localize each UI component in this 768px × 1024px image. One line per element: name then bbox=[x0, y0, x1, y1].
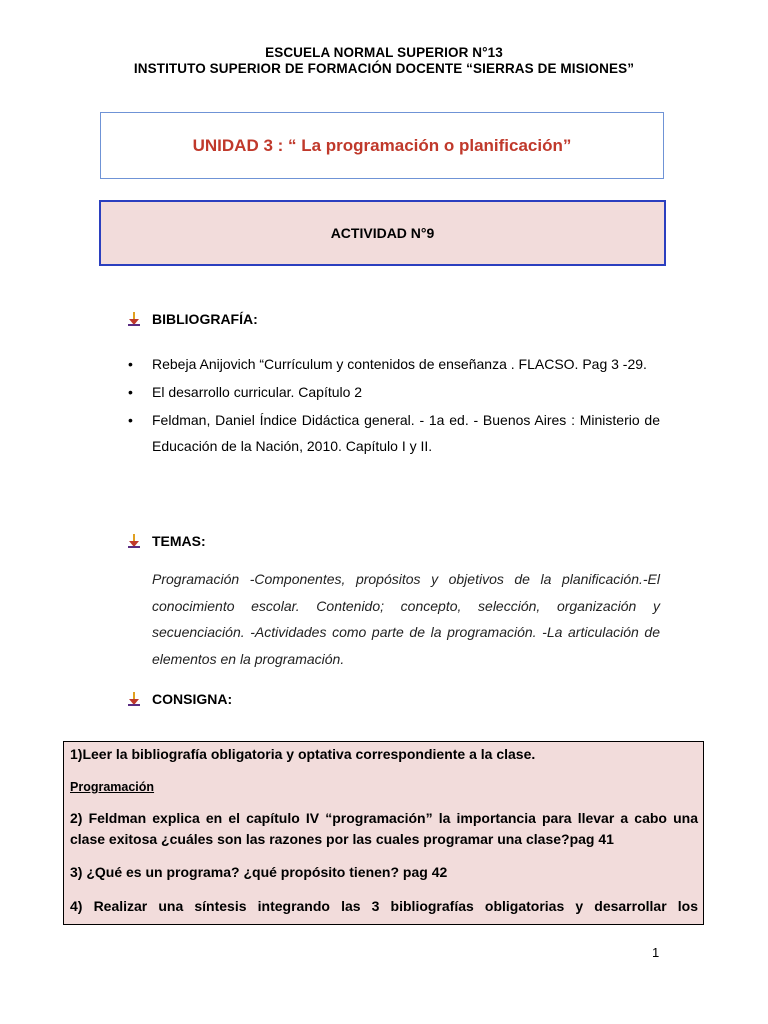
bibliografia-heading-label: BIBLIOGRAFÍA: bbox=[152, 311, 258, 327]
actividad-title: ACTIVIDAD N°9 bbox=[330, 225, 435, 241]
list-item bbox=[124, 351, 660, 377]
school-name: ESCUELA NORMAL SUPERIOR N°13 bbox=[265, 45, 503, 60]
consigna-subheading: Programación bbox=[70, 780, 155, 794]
consigna-heading bbox=[128, 691, 232, 707]
list-item bbox=[124, 379, 660, 405]
unidad-box bbox=[100, 112, 664, 179]
page-number: 1 bbox=[652, 945, 660, 960]
consigna-item-2: 2) Feldman explica en el capítulo IV “programación” la importancia para llevar a cabo una clase exitosa ¿cuáles son las razones por las cuales programar una clase?pag 41 bbox=[70, 810, 698, 847]
consigna-box bbox=[63, 741, 704, 925]
arrow-down-icon bbox=[128, 312, 140, 326]
temas-heading-label: TEMAS: bbox=[152, 533, 206, 549]
bibliografia-item-2: El desarrollo curricular. Capítulo 2 bbox=[152, 384, 363, 400]
consigna-item-3: 3) ¿Qué es un programa? ¿qué propósito tienen? pag 42 bbox=[70, 864, 448, 880]
arrow-down-icon bbox=[128, 692, 140, 706]
bibliografia-list bbox=[124, 351, 660, 459]
temas-text: Programación -Componentes, propósitos y objetivos de la planificación.-El conocimiento escolar. Contenido; concepto, selección, organización y secuenciación. -Actividades como parte de la programación. -La articulación de elementos en la programación. bbox=[152, 571, 660, 667]
list-item bbox=[124, 407, 660, 459]
bibliografia-item-1: Rebeja Anijovich “Currículum y contenidos de enseñanza . FLACSO. Pag 3 -29. bbox=[152, 356, 647, 372]
arrow-down-icon bbox=[128, 534, 140, 548]
bullet-icon: • bbox=[128, 412, 133, 428]
bibliografia-item-3: Feldman, Daniel Índice Didáctica general. - 1a ed. - Buenos Aires : Ministerio de Educación de la Nación, 2010. Capítulo I y II. bbox=[152, 412, 660, 454]
consigna-item-1: 1)Leer la bibliografía obligatoria y optativa correspondiente a la clase. bbox=[70, 746, 536, 762]
temas-heading bbox=[128, 533, 206, 549]
bibliografia-heading bbox=[128, 311, 258, 327]
bullet-icon: • bbox=[128, 356, 133, 372]
bullet-icon: • bbox=[128, 384, 133, 400]
consigna-item-4: 4) Realizar una síntesis integrando las 3 bibliografías obligatorias y desarrollar los bbox=[70, 898, 698, 914]
consigna-heading-label: CONSIGNA: bbox=[152, 691, 233, 707]
unidad-title: UNIDAD 3 : “ La programación o planificación” bbox=[192, 135, 572, 155]
actividad-box bbox=[99, 200, 666, 266]
institute-name: INSTITUTO SUPERIOR DE FORMACIÓN DOCENTE “SIERRAS DE MISIONES” bbox=[133, 61, 635, 76]
